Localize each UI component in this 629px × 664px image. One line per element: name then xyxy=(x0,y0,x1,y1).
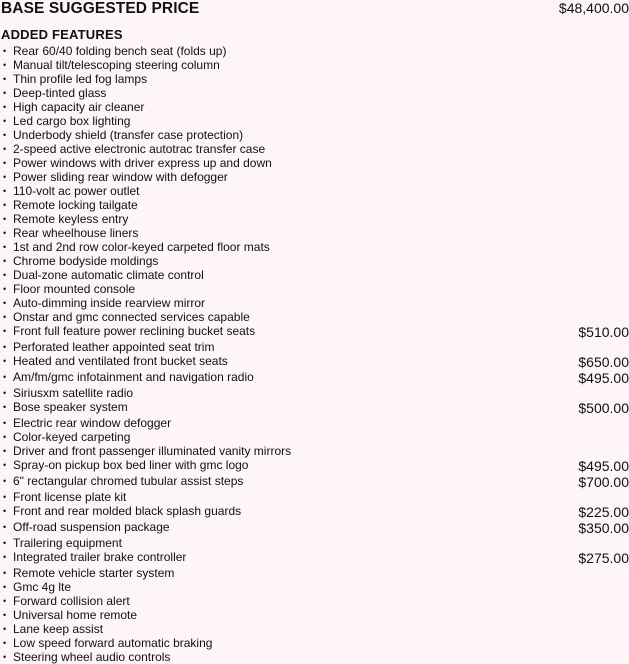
feature-row xyxy=(0,430,629,444)
feature-label: • Remote vehicle starter system xyxy=(3,566,174,580)
feature-row xyxy=(0,340,629,354)
feature-row xyxy=(0,254,629,268)
feature-label: • Power windows with driver express up and down xyxy=(3,156,272,170)
feature-row xyxy=(0,594,629,608)
feature-label: • Deep-tinted glass xyxy=(3,86,106,100)
feature-row xyxy=(0,458,629,474)
feature-label: • Chrome bodyside moldings xyxy=(3,254,158,268)
feature-row xyxy=(0,580,629,594)
feature-label: • Rear 60/40 folding bench seat (folds up) xyxy=(3,44,226,58)
feature-row xyxy=(0,386,629,400)
feature-row xyxy=(0,184,629,198)
feature-label: • Heated and ventilated front bucket seats xyxy=(3,354,228,368)
feature-label: • 110-volt ac power outlet xyxy=(3,184,140,198)
feature-price: $500.00 xyxy=(578,400,629,416)
feature-label: • Universal home remote xyxy=(3,608,137,622)
feature-label: • Manual tilt/telescoping steering column xyxy=(3,58,220,72)
feature-label: • Thin profile led fog lamps xyxy=(3,72,147,86)
feature-row xyxy=(0,296,629,310)
feature-label: • 1st and 2nd row color-keyed carpeted floor mats xyxy=(3,240,270,254)
feature-label: • Auto-dimming inside rearview mirror xyxy=(3,296,205,310)
feature-row xyxy=(0,44,629,58)
feature-label: • Siriusxm satellite radio xyxy=(3,386,133,400)
feature-price: $650.00 xyxy=(578,354,629,370)
feature-row xyxy=(0,170,629,184)
feature-label: • Spray-on pickup box bed liner with gmc logo xyxy=(3,458,248,472)
feature-label: • Onstar and gmc connected services capable xyxy=(3,310,250,324)
base-price-row xyxy=(1,0,629,18)
feature-label: • Perforated leather appointed seat trim xyxy=(3,340,214,354)
feature-row xyxy=(0,520,629,536)
feature-label: • Remote keyless entry xyxy=(3,212,128,226)
feature-label: • Dual-zone automatic climate control xyxy=(3,268,204,282)
feature-row xyxy=(0,156,629,170)
feature-price: $510.00 xyxy=(578,324,629,340)
feature-row xyxy=(0,490,629,504)
feature-label: • Floor mounted console xyxy=(3,282,135,296)
added-features-heading: ADDED FEATURES xyxy=(1,27,123,42)
base-price-label: BASE SUGGESTED PRICE xyxy=(1,0,200,17)
feature-row xyxy=(0,566,629,580)
feature-row xyxy=(0,100,629,114)
feature-row xyxy=(0,86,629,100)
feature-row xyxy=(0,474,629,490)
feature-row xyxy=(0,354,629,370)
feature-row xyxy=(0,114,629,128)
feature-label: • High capacity air cleaner xyxy=(3,100,144,114)
feature-label: • Off-road suspension package xyxy=(3,520,170,534)
feature-price: $225.00 xyxy=(578,504,629,520)
feature-label: • Bose speaker system xyxy=(3,400,128,414)
feature-label: • Lane keep assist xyxy=(3,622,103,636)
feature-row xyxy=(0,226,629,240)
feature-row xyxy=(0,310,629,324)
feature-row xyxy=(0,58,629,72)
feature-row xyxy=(0,240,629,254)
feature-row xyxy=(0,324,629,340)
feature-row xyxy=(0,608,629,622)
feature-label: • Front license plate kit xyxy=(3,490,126,504)
feature-label: • Led cargo box lighting xyxy=(3,114,130,128)
feature-row xyxy=(0,416,629,430)
feature-row xyxy=(0,142,629,156)
feature-label: • Forward collision alert xyxy=(3,594,130,608)
feature-row xyxy=(0,198,629,212)
feature-price: $700.00 xyxy=(578,474,629,490)
feature-label: • Electric rear window defogger xyxy=(3,416,171,430)
feature-row xyxy=(0,650,629,664)
feature-label: • Am/fm/gmc infotainment and navigation radio xyxy=(3,370,254,384)
feature-price: $495.00 xyxy=(578,370,629,386)
feature-label: • Gmc 4g lte xyxy=(3,580,71,594)
feature-price: $495.00 xyxy=(578,458,629,474)
feature-label: • Underbody shield (transfer case protection) xyxy=(3,128,243,142)
feature-label: • Rear wheelhouse liners xyxy=(3,226,138,240)
feature-label: • Remote locking tailgate xyxy=(3,198,138,212)
feature-label: • 2-speed active electronic autotrac transfer case xyxy=(3,142,265,156)
feature-price: $275.00 xyxy=(578,550,629,566)
feature-row xyxy=(0,400,629,416)
feature-row xyxy=(0,370,629,386)
feature-label: • Steering wheel audio controls xyxy=(3,650,170,664)
feature-label: • Front and rear molded black splash guards xyxy=(3,504,241,518)
feature-label: • Driver and front passenger illuminated vanity mirrors xyxy=(3,444,291,458)
feature-label: • Front full feature power reclining bucket seats xyxy=(3,324,255,338)
base-price-value: $48,400.00 xyxy=(558,0,629,16)
feature-row xyxy=(0,504,629,520)
feature-label: • Trailering equipment xyxy=(3,536,122,550)
feature-row xyxy=(0,282,629,296)
feature-row xyxy=(0,444,629,458)
feature-row xyxy=(0,212,629,226)
feature-row xyxy=(0,622,629,636)
feature-label: • Low speed forward automatic braking xyxy=(3,636,212,650)
features-list xyxy=(0,44,629,664)
feature-row xyxy=(0,636,629,650)
feature-row xyxy=(0,536,629,550)
feature-label: • Color-keyed carpeting xyxy=(3,430,130,444)
feature-row xyxy=(0,72,629,86)
feature-row xyxy=(0,550,629,566)
feature-label: • Integrated trailer brake controller xyxy=(3,550,186,564)
feature-price: $350.00 xyxy=(578,520,629,536)
feature-row xyxy=(0,268,629,282)
feature-label: • Power sliding rear window with defogger xyxy=(3,170,228,184)
feature-row xyxy=(0,128,629,142)
feature-label: • 6" rectangular chromed tubular assist steps xyxy=(3,474,243,488)
